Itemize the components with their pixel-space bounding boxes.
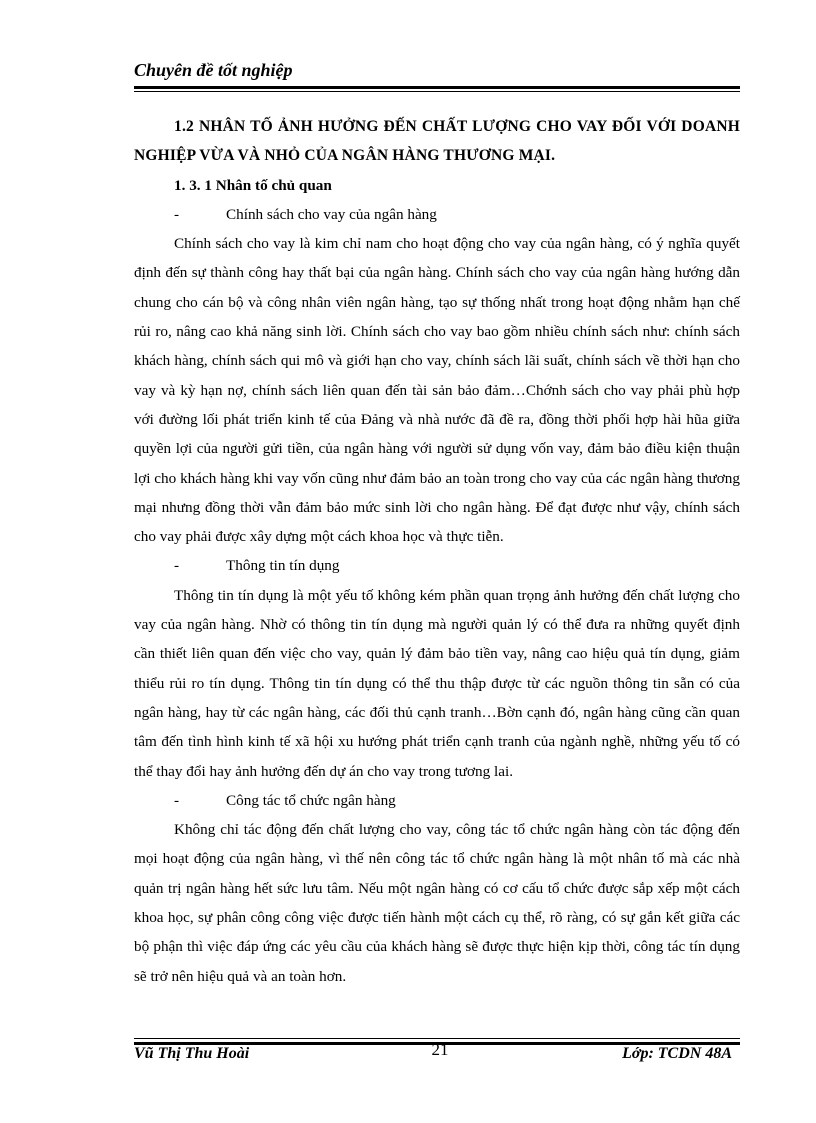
paragraph-lending-policy: Chính sách cho vay là kim chỉ nam cho hoạt động cho vay của ngân hàng, có ý nghĩa quyết định đến sự thành công hay thất bại của ngân hàng. Chính sách cho vay của ngân hàng hướng dẫn chung cho cán bộ và công nhân viên ngân hàng, tạo sự thống nhất trong hoạt động nhằm hạn chế rủi ro, nâng cao khả năng sinh lời. Chính sách cho vay bao gồm nhiều chính sách như: chính sách khách hàng, chính sách qui mô và giới hạn cho vay, chính sách lãi suất, chính sách về thời hạn cho vay và kỳ hạn nợ, chính sách liên quan đến tài sản bảo đảm…Chớnh sách cho vay phải phù hợp với đường lối phát triển kinh tế của Đảng và nhà nước đã đề ra, đồng thời phối hợp hài hũa giữa quyền lợi của người gửi tiền, của ngân hàng với người sử dụng vốn vay, đảm bảo điều kiện thuận lợi cho khách hàng khi vay vốn cũng như đảm bảo an toàn trong cho vay của các ngân hàng thương mại nhưng đồng thời vẫn đảm bảo mức sinh lời cho ngân hàng. Để đạt được như vậy, chính sách cho vay phải được xây dựng một cách khoa học và thực tiễn.	[134, 235, 740, 546]
page-header-title: Chuyên đề tốt nghiệp	[134, 60, 293, 80]
bullet-heading-text: Thông tin tín dụng	[226, 557, 340, 575]
header-divider-thin	[134, 91, 740, 92]
bullet-heading-text: Công tác tổ chức ngân hàng	[226, 791, 396, 809]
bullet-heading-bank-organization	[134, 786, 740, 815]
bullet-dash: -	[174, 205, 180, 223]
bullet-dash: -	[174, 791, 180, 809]
bullet-heading-credit-information	[134, 551, 740, 580]
header-divider	[134, 86, 740, 89]
bullet-heading-lending-policy	[134, 200, 740, 229]
footer-class-label: Lớp: TCDN 48A	[622, 1045, 732, 1062]
footer-author: Vũ Thị Thu Hoài	[134, 1045, 250, 1062]
bullet-dash: -	[174, 557, 180, 575]
footer-divider-thin	[134, 1038, 740, 1039]
section-heading: 1.2 NHÂN TỐ ẢNH HƯỞNG ĐẾN CHẤT LƯỢNG CHO VAY ĐỐI VỚI DOANH NGHIỆP VỪA VÀ NHỎ CỦA NGÂN HÀNG THƯƠNG MẠI.	[134, 118, 740, 165]
paragraph-credit-information: Thông tin tín dụng là một yếu tố không kém phần quan trọng ảnh hưởng đến chất lượng cho vay của ngân hàng. Nhờ có thông tin tín dụng mà người quản lý có thể đưa ra những quyết định cần thiết liên quan đến việc cho vay, quản lý đảm bảo tiền vay, nâng cao hiệu quả tín dụng, giảm thiểu rủi ro tín dụng. Thông tin tín dụng có thể thu thập được từ các nguồn thông tin sẵn có của ngân hàng, hay từ các ngân hàng, các đối thủ cạnh tranh…Bờn cạnh đó, ngân hàng cũng cần quan tâm đến tình hình kinh tế xã hội xu hướng phát triển cạnh tranh của ngành nghề, những yếu tố có thể thay đổi hay ảnh hưởng đến dự án cho vay trong tương lai.	[134, 586, 740, 780]
document-body	[134, 112, 740, 991]
page-number: 21	[431, 1040, 449, 1059]
subsection-heading: 1. 3. 1 Nhân tố chủ quan	[174, 176, 332, 194]
bullet-heading-text: Chính sách cho vay của ngân hàng	[226, 205, 437, 223]
paragraph-bank-organization: Không chỉ tác động đến chất lượng cho vay, công tác tổ chức ngân hàng còn tác động đến mọi hoạt động của ngân hàng, vì thế nên công tác tổ chức ngân hàng là một nhân tố mà các nhà quản trị ngân hàng hết sức lưu tâm. Nếu một ngân hàng có cơ cấu tổ chức được sắp xếp một cách khoa học, sự phân công công việc được tiến hành một cách cụ thể, rõ ràng, có sự gắn kết giữa các bộ phận thì việc đáp ứng các yêu cầu của khách hàng sẽ được thực hiện kịp thời, công tác tín dụng sẽ trở nên hiệu quả và an toàn hơn.	[134, 821, 740, 985]
